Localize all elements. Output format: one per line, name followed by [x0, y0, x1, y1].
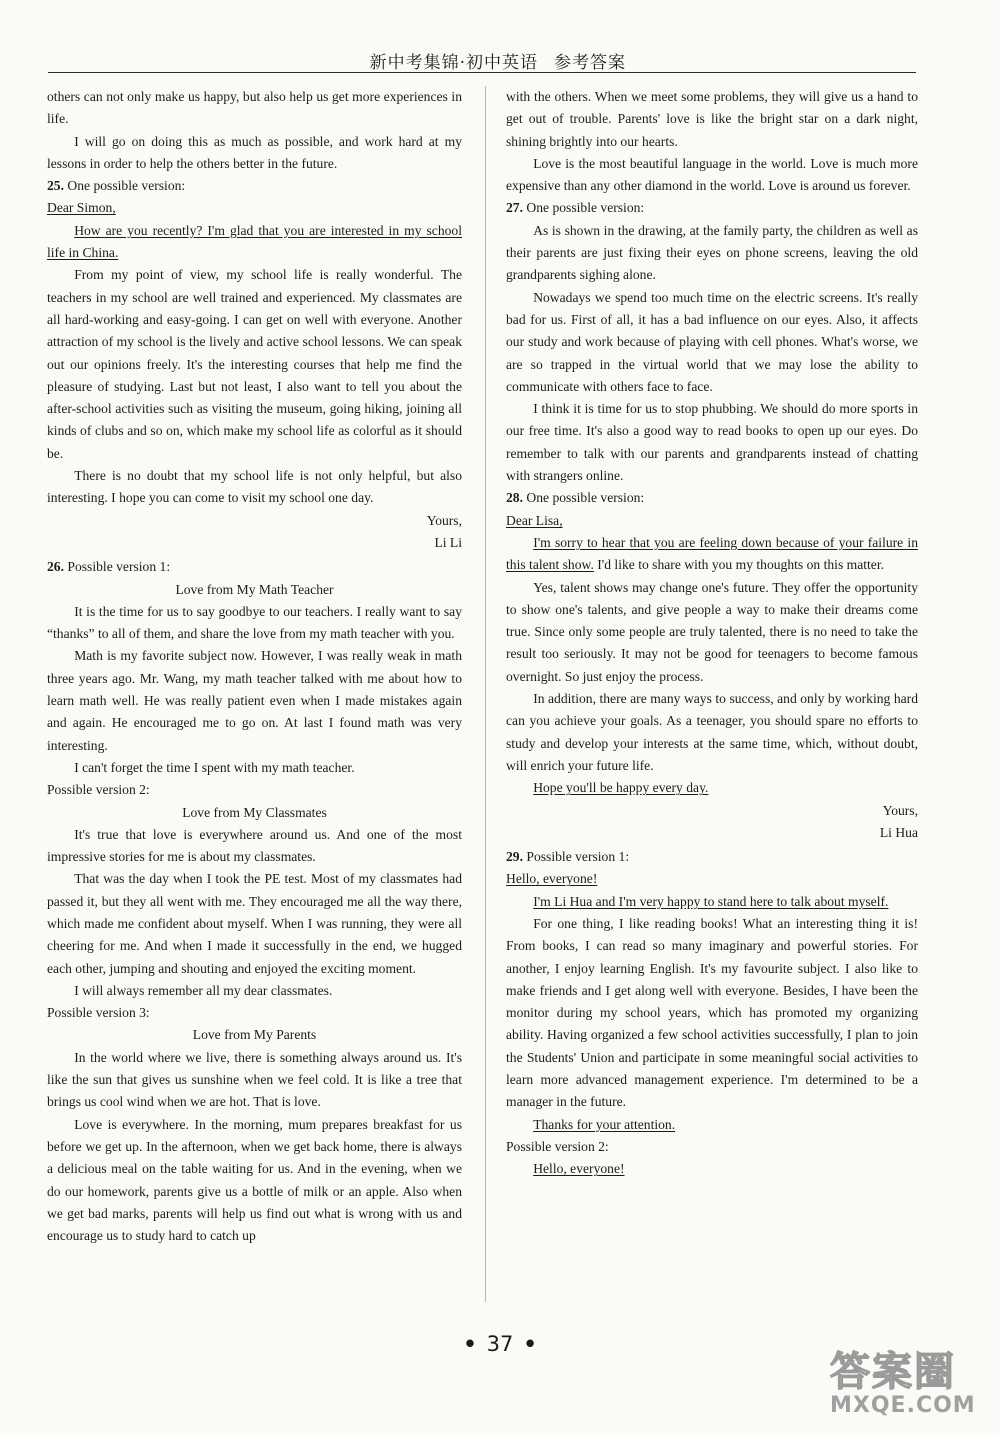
question-label: One possible version:	[526, 200, 645, 216]
paragraph: with the others. When we meet some problems, they will give us a hand to get out of trouble. Parents' love is like the bright star on a dark night, shining brightly into our hearts.	[506, 89, 918, 149]
question-26-heading	[47, 556, 462, 578]
paragraph: Love is everywhere. In the morning, mum prepares breakfast for us before we get up. In the afternoon, when we get back home, there is always a delicious meal on the table waiting for us. And in the evening, when we do our homework, parents give us a bottle of milk or an apple. Also when we get bad marks, parents will help us find out what is wrong with us and encourage us to study hard to catch up	[47, 1116, 462, 1244]
paragraph: For one thing, I like reading books! What an interesting thing it is! From books, I can read so many imaginary and powerful stories. For another, I enjoy learning English. It's my favourite subject. I also like to make friends and I get along well with everyone. Besides, I have been the monitor during my school years, which has promoted my organizing ability. Having organized a few school activities successfully, I plan to join the Students' Union and participate in some meaningful social activities to learn more advanced management experience. I'm determined to be a manager in the future.	[506, 915, 918, 1110]
bullet-right: •	[523, 1332, 537, 1356]
watermark-logo: 答案圈	[830, 1349, 956, 1395]
paragraph: I think it is time for us to stop phubbing. We should do more sports in our free time. It's also a good way to read books to open up our eyes. Do remember to talk with our parents and grandparents instead of chatting with strangers online.	[506, 401, 918, 484]
running-title	[370, 48, 626, 73]
essay-title: Love from My Math Teacher	[175, 581, 334, 597]
question-label: Possible version 1:	[526, 849, 630, 865]
letter-closing: Yours,	[426, 512, 462, 528]
paragraph: There is no doubt that my school life is not only helpful, but also interesting. I hope you can come to visit my school one day.	[47, 468, 462, 506]
version-label: Possible version 2:	[506, 1138, 609, 1154]
question-28-heading	[506, 487, 918, 509]
essay-title: Love from My Classmates	[182, 804, 327, 820]
question-27-heading	[506, 197, 918, 219]
column-divider	[485, 86, 486, 1302]
paragraph: Math is my favorite subject now. However, I was really weak in math three years ago. Mr. Wang, my math teacher talked with me about how to learn math well. He was really patient even when I made mistakes again and again. He encouraged me to go on. At last I found math was very interesting.	[47, 648, 462, 753]
paragraph: In the world where we live, there is something always around us. It's like the sun that gives us sunshine when we feel cold. It is like a tree that brings us cool wind when we are hot. That is love.	[47, 1049, 462, 1110]
letter-greeting: Dear Lisa,	[506, 512, 563, 528]
speech-opening: I'm Li Hua and I'm very happy to stand here to talk about myself.	[533, 893, 889, 909]
question-number: 27.	[506, 200, 523, 216]
letter-opening: How are you recently? I'm glad that you are interested in my school life in China.	[47, 222, 462, 261]
speech-greeting: Hello, everyone!	[506, 871, 598, 887]
watermark-url: MXQE.COM	[830, 1393, 976, 1418]
page-number: 37	[486, 1332, 514, 1356]
book-title: 新中考集锦·初中英语	[369, 53, 538, 73]
bullet-left: •	[463, 1332, 477, 1356]
paragraph: In addition, there are many ways to success, and only by working hard can you achieve your goals. As a teenager, you should spare no efforts to study and develop your interests at the same time, which, without doubt, will enrich your future life.	[506, 691, 918, 773]
right-column	[506, 86, 918, 1181]
paragraph: Nowadays we spend too much time on the electric screens. It's really bad for us. First of all, it has a bad influence on our eyes. Also, it affects our study and work because of playing with cell phones. What's worse, we are so trapped in the virtual world that we may lose the ability to communicate with others face to face.	[506, 289, 918, 394]
question-29-heading	[506, 846, 918, 868]
version-label: Possible version 3:	[47, 1005, 150, 1021]
letter-signature: Li Li	[434, 534, 462, 550]
paragraph: As is shown in the drawing, at the family party, the children as well as their parents are just fixing their eyes on phone screens, leaving the old grandparents sighing alone.	[506, 222, 918, 283]
page-header	[48, 46, 916, 73]
letter-greeting: Dear Simon,	[47, 200, 116, 216]
question-label: One possible version:	[526, 490, 645, 506]
paragraph: I will go on doing this as much as possible, and work hard at my lessons in order to help the others better in the future.	[47, 133, 462, 171]
question-number: 29.	[506, 849, 523, 865]
paragraph: It is the time for us to say goodbye to our teachers. I really want to say “thanks” to all of them, and share the love from my math teacher with you.	[47, 603, 462, 642]
speech-thanks: Thanks for your attention.	[533, 1116, 676, 1132]
watermark	[830, 1340, 980, 1420]
letter-closing: Yours,	[882, 802, 918, 818]
question-label: One possible version:	[67, 178, 186, 194]
version-label: Possible version 2:	[47, 782, 150, 798]
question-label: Possible version 1:	[67, 559, 171, 575]
left-column	[47, 86, 462, 1247]
letter-ending: Hope you'll be happy every day.	[533, 780, 709, 796]
question-25-heading	[47, 175, 462, 197]
paragraph: From my point of view, my school life is really wonderful. The teachers in my school are well trained and experienced. My classmates are all hard-working and easy-going. I can get on well with everyone. Another attraction of my school is the lively and active school lessons. We can speak out our opinions freely. It's the interesting courses that help me find the pleasure of studying. Last but not least, I also want to tell you about the after-school activities such as visiting the museum, going hiking, joining all kinds of clubs and so on, which make my school life as colorful as it should be.	[47, 267, 462, 461]
paragraph: It's true that love is everywhere around us. And one of the most impressive stories for me is about my classmates.	[47, 826, 462, 865]
paragraph: I can't forget the time I spent with my math teacher.	[74, 759, 355, 775]
paragraph: Yes, talent shows may change one's future. They offer the opportunity to show one's talents, and give people a way to make their dreams come true. Since only some people are truly talented, there is no need to take the result too seriously. It may not be good for teenagers to become famous overnight. So just enjoy the process.	[506, 579, 918, 684]
question-number: 25.	[47, 178, 64, 194]
paragraph: That was the day when I took the PE test. Most of my classmates had passed it, but they all went with me. They encouraged me all the way there, which made me confident about myself. When I was running, they were all cheering for me. And when I made it successfully in the end, we hugged each other, jumping and shouting and enjoyed the exciting moment.	[47, 871, 462, 976]
letter-signature: Li Hua	[879, 824, 918, 840]
section-label: 参考答案	[554, 53, 626, 73]
paragraph: I will always remember all my dear classmates.	[74, 982, 333, 998]
paragraph: others can not only make us happy, but also help us get more experiences in life.	[47, 89, 462, 127]
paragraph: Love is the most beautiful language in the world. Love is much more expensive than any other diamond in the world. Love is around us forever.	[506, 155, 918, 194]
letter-opening-rest: I'd like to share with you my thoughts on this matter.	[593, 557, 885, 573]
speech-greeting: Hello, everyone!	[533, 1161, 625, 1177]
letter-opening: I'm sorry to hear that you are feeling down because of your failure in this talent show.	[506, 534, 918, 573]
essay-title: Love from My Parents	[192, 1027, 317, 1043]
question-number: 26.	[47, 559, 64, 575]
question-number: 28.	[506, 490, 523, 506]
